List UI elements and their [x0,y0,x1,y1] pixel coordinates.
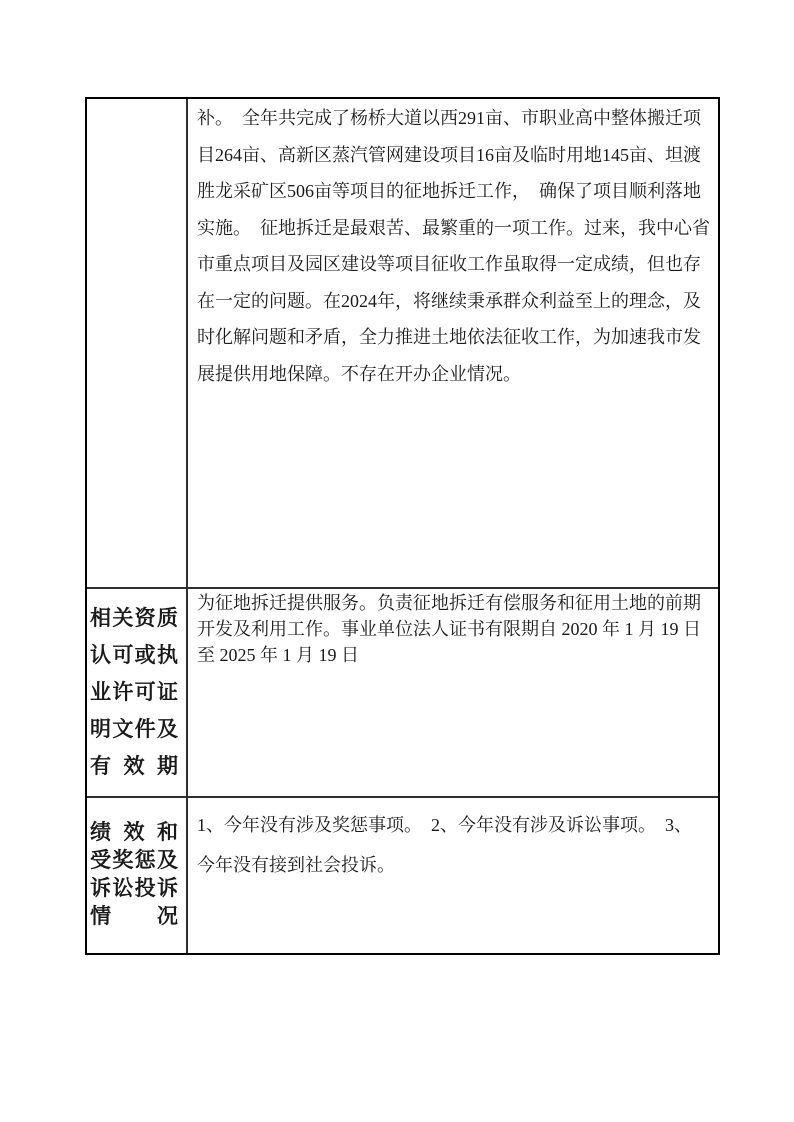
text-line: 实施。 征地拆迁是最艰苦、最繁重的一项工作。过来，我中心省 [197,217,710,238]
table-row-performance-complaints [87,796,718,953]
text-line: 诉讼投诉 [90,876,178,900]
text-line: 在一定的问题。在2024年，将继续秉承群众利益至上的理念，及 [197,290,701,311]
text-line: 1、今年没有涉及奖惩事项。 2、今年没有涉及诉讼事项。 3、 [197,815,692,835]
text-line: 目264亩、高新区蒸汽管网建设项目16亩及临时用地145亩、坦渡 [197,144,701,165]
text-line: 绩效和 [90,820,178,844]
text-line: 业许可证 [90,680,178,704]
qualifications-content [188,589,718,796]
table-row-qualifications [87,587,718,796]
text-line: 相关资质 [90,606,178,630]
work-summary-label-cell [87,99,188,587]
table-row-work-summary [87,99,718,587]
performance-complaints-label [87,798,188,953]
text-line: 补。 全年共完成了杨桥大道以西291亩、市职业高中整体搬迁项 [197,108,701,128]
qualifications-label [87,589,188,796]
text-line: 认可或执 [90,643,178,667]
report-table [85,97,720,955]
text-line: 明文件及 [90,717,178,741]
work-summary-content [188,99,718,587]
text-line: 为征地拆迁提供服务。负责征地拆迁有偿服务和征用土地的前期 [197,593,701,613]
performance-complaints-content [188,798,718,953]
text-line: 今年没有接到社会投诉。 [197,855,395,875]
text-line: 开发及利用工作。事业单位法人证书有限期自 2020 年 1 月 19 日 [197,619,701,639]
text-line: 情况 [90,904,178,928]
text-line: 市重点项目及园区建设等项目征收工作虽取得一定成绩，但也存 [197,254,701,274]
text-line: 至 2025 年 1 月 19 日 [197,645,359,665]
text-line: 展提供用地保障。不存在开办企业情况。 [197,363,521,384]
text-line: 有效期 [90,754,178,778]
text-line: 受奖惩及 [90,848,178,872]
text-line: 时化解问题和矛盾，全力推进土地依法征收工作，为加速我市发 [197,327,701,347]
text-line: 胜龙采矿区506亩等项目的征地拆迁工作， 确保了项目顺利落地 [197,181,701,201]
